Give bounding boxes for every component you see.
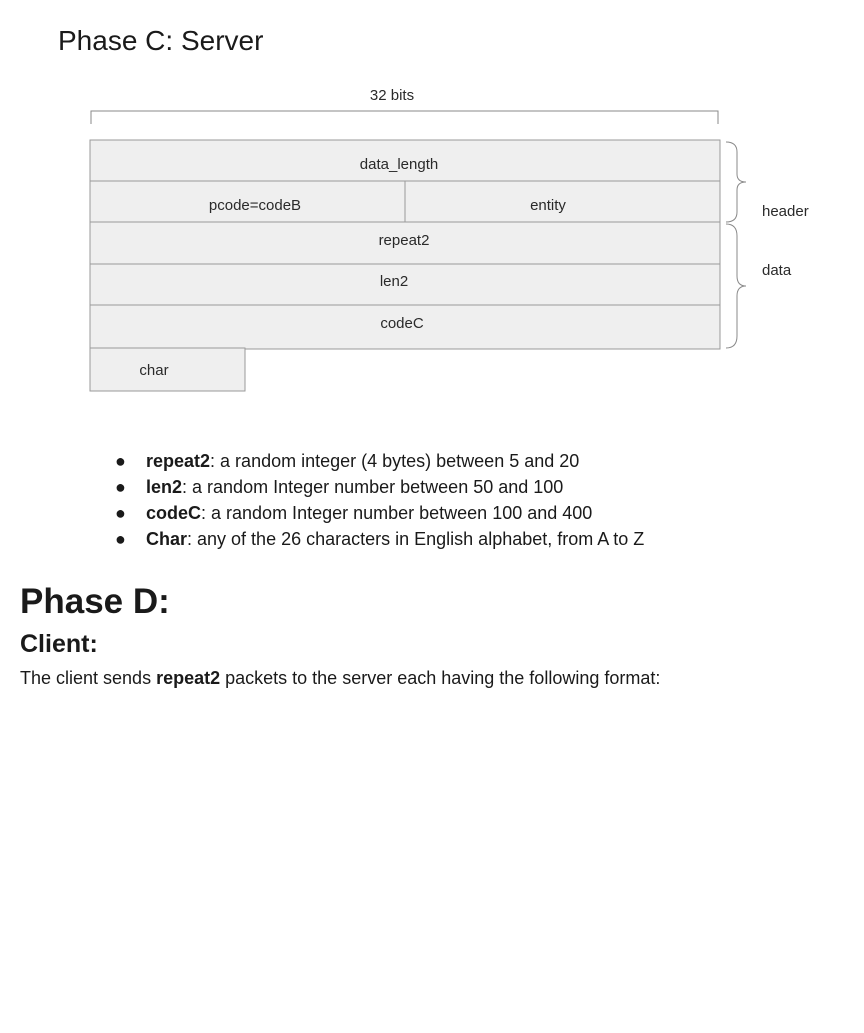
packet-format-diagram	[0, 0, 864, 410]
data-brace	[726, 224, 746, 348]
bullet-icon: ●	[115, 451, 126, 471]
bullet-icon: ●	[115, 503, 126, 523]
bullet-term: repeat2	[146, 451, 211, 471]
bullet-description: : any of the 26 characters in English alphabet, from A to Z	[187, 529, 645, 549]
phase-c-title: Phase C: Server	[58, 25, 264, 56]
bullet-description: : a random integer (4 bytes) between 5 and 20	[210, 451, 580, 471]
client-text-bold: repeat2	[156, 668, 221, 688]
cell-len2-label: len2	[379, 273, 409, 290]
client-text-before: The client sends	[20, 668, 157, 688]
phase-d-title: Phase D:	[20, 582, 170, 621]
cell-codeC-label: codeC	[380, 315, 424, 332]
bullet-term: Char	[146, 529, 188, 549]
field-description-list	[115, 448, 644, 552]
cell-entity-label: entity	[530, 197, 566, 214]
header-brace-label: header	[762, 203, 809, 220]
list-item	[115, 526, 644, 552]
client-text-after: packets to the server each having the following format:	[220, 668, 661, 688]
list-item	[115, 448, 644, 474]
list-item	[115, 474, 644, 500]
client-title: Client:	[20, 630, 98, 658]
bullet-icon: ●	[115, 477, 126, 497]
client-description	[20, 666, 660, 690]
width-bracket	[91, 111, 718, 124]
data-brace-label: data	[762, 262, 792, 279]
bullet-term: len2	[146, 477, 183, 497]
bullet-description: : a random Integer number between 100 and 400	[201, 503, 593, 523]
cell-pcode-label: pcode=codeB	[208, 197, 302, 214]
bullet-term: codeC	[146, 503, 202, 523]
list-item	[115, 500, 644, 526]
width-label: 32 bits	[369, 87, 415, 104]
header-brace	[726, 142, 746, 222]
bullet-description: : a random Integer number between 50 and 100	[182, 477, 564, 497]
cell-data-length-label: data_length	[359, 156, 439, 173]
cell-char-label: char	[139, 362, 169, 379]
cell-repeat2-label: repeat2	[378, 232, 430, 249]
bullet-icon: ●	[115, 529, 126, 549]
